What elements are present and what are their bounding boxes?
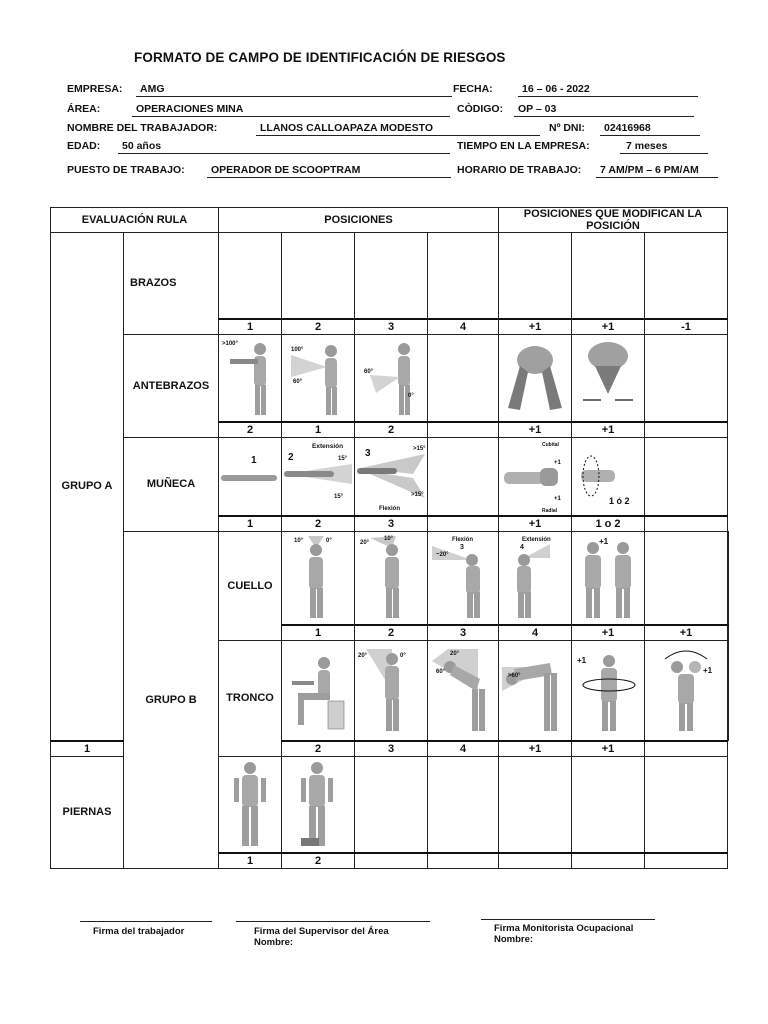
neck-posture-4-figure	[500, 534, 570, 622]
score-cell: 1 o 2	[572, 516, 645, 532]
angle-label: +1	[703, 666, 713, 676]
area-value: OPERACIONES MINA	[132, 103, 450, 117]
cuello-figure-1	[282, 531, 355, 625]
score-cell: 1	[51, 741, 124, 757]
neck-number: 4	[520, 543, 524, 551]
puesto-value: OPERADOR DE SCOOPTRAM	[207, 164, 451, 178]
piernas-figure-empty	[645, 756, 728, 853]
score-cell: 2	[219, 422, 282, 438]
header-posiciones: POSICIONES	[219, 208, 499, 233]
angle-label: 100°	[291, 346, 304, 353]
antebrazos-figure-2	[282, 334, 355, 422]
angle-label: >60°	[508, 673, 521, 680]
neck-number: 3	[460, 543, 464, 551]
score-cell: 4	[428, 319, 499, 335]
trunk-side-bend-figure	[651, 645, 721, 735]
angle-label: 10°	[294, 537, 304, 544]
angle-label: ~20°	[436, 551, 449, 558]
header-modifican: POSICIONES QUE MODIFICAN LA POSICIÓN	[499, 208, 728, 233]
angle-label: >100°	[222, 340, 238, 347]
muneca-figure-2	[282, 438, 355, 516]
wrist-extension-label: Extensión	[312, 443, 344, 451]
codigo-label: CÒDIGO:	[457, 103, 504, 115]
piernas-figure-1	[219, 756, 282, 853]
neck-twist-figure	[573, 534, 643, 622]
neck-posture-3-figure	[428, 534, 498, 622]
wrist-flexion-label: Flexión	[379, 506, 401, 513]
score-cell: 2	[355, 422, 428, 438]
angle-label: 60°	[364, 368, 374, 375]
piernas-figure-empty	[572, 756, 645, 853]
score-cell	[728, 625, 729, 641]
score-cell	[645, 741, 728, 757]
score-cell	[645, 853, 728, 869]
score-cell: 4	[428, 741, 499, 757]
brazos-figure-cell	[499, 233, 572, 319]
wrist-radial-label: Radial	[542, 508, 558, 515]
area-label: ÁREA:	[67, 103, 101, 115]
empresa-label: EMPRESA:	[67, 83, 123, 95]
muneca-figure-3	[355, 438, 428, 516]
empresa-value: AMG	[136, 83, 452, 97]
angle-label: 20°	[450, 651, 460, 658]
piernas-figure-2	[282, 756, 355, 853]
forearm-posture-3-figure	[356, 337, 426, 419]
wrist-score-label: 1 ó 2	[609, 496, 630, 507]
wrist-15-figure	[282, 438, 354, 514]
tiempo-label: TIEMPO EN LA EMPRESA:	[457, 140, 590, 152]
wrist-twist-figure	[575, 438, 641, 514]
fecha-value: 16 – 06 - 2022	[518, 83, 698, 97]
tronco-figure-1	[282, 641, 355, 741]
tronco-modifier-2	[645, 641, 728, 741]
angle-label: +1	[554, 460, 561, 467]
score-cell: 2	[282, 741, 355, 757]
legs-balanced-figure	[220, 758, 280, 850]
trunk-twist-figure	[573, 645, 643, 735]
score-cell	[645, 516, 728, 532]
segment-antebrazos: ANTEBRAZOS	[124, 334, 219, 438]
segment-brazos: BRAZOS	[124, 233, 219, 335]
trunk-posture-4-figure	[500, 645, 570, 735]
score-cell: 3	[355, 319, 428, 335]
tronco-modifier-1	[572, 641, 645, 741]
score-cell: 2	[282, 516, 355, 532]
score-cell: 1	[282, 422, 355, 438]
score-cell	[428, 422, 499, 438]
score-cell: 1	[219, 516, 282, 532]
forearm-posture-2-figure	[283, 337, 353, 419]
cuello-modifier-1	[572, 531, 645, 625]
angle-label: 0°	[400, 653, 406, 660]
neck-posture-1-figure	[288, 534, 348, 622]
score-cell: +1	[499, 319, 572, 335]
signature-trabajador-label: Firma del trabajador	[93, 926, 185, 937]
score-cell: 1	[219, 319, 282, 335]
forearm-outward-figure	[575, 338, 641, 418]
tronco-figure-2	[355, 641, 428, 741]
score-cell: 2	[355, 625, 428, 641]
angle-label: +1	[577, 656, 587, 666]
brazos-figure-cell	[572, 233, 645, 319]
neck-posture-2-figure	[356, 534, 426, 622]
score-cell: +1	[572, 422, 645, 438]
neck-flexion-label: Flexión	[452, 536, 474, 543]
antebrazos-modifier-2	[572, 334, 645, 422]
score-cell	[499, 853, 572, 869]
trunk-posture-3-figure	[428, 645, 498, 735]
piernas-figure-empty	[428, 756, 499, 853]
muneca-modifier-2	[572, 438, 645, 516]
score-cell: 4	[499, 625, 572, 641]
score-cell: +1	[645, 625, 728, 641]
forearm-cross-midline-figure	[502, 338, 568, 418]
angle-label: 20°	[358, 653, 368, 660]
page-title: FORMATO DE CAMPO DE IDENTIFICACIÓN DE RIESGOS	[134, 50, 506, 65]
angle-label: +1	[599, 536, 609, 546]
puesto-label: PUESTO DE TRABAJO:	[67, 164, 185, 176]
angle-label: 20°	[360, 539, 370, 546]
muneca-figure-1	[219, 438, 282, 516]
edad-label: EDAD:	[67, 140, 101, 152]
score-cell: +1	[572, 319, 645, 335]
segment-tronco: TRONCO	[219, 641, 282, 757]
codigo-value: OP – 03	[514, 103, 694, 117]
trunk-posture-2-figure	[356, 645, 426, 735]
wrist-number: 1	[251, 455, 257, 467]
angle-label: >15°	[411, 492, 424, 499]
dni-value: 02416968	[600, 122, 700, 136]
muneca-figure-empty	[428, 438, 499, 516]
legs-unbalanced-figure	[283, 758, 353, 850]
angle-label: 60°	[436, 669, 446, 676]
forearm-posture-1-figure	[220, 337, 280, 419]
score-cell	[572, 853, 645, 869]
piernas-figure-empty	[355, 756, 428, 853]
cuello-figure-3	[428, 531, 499, 625]
segment-muneca: MUÑECA	[124, 438, 219, 532]
score-cell	[645, 422, 728, 438]
angle-label: 15°	[334, 494, 344, 501]
angle-label: 0°	[408, 392, 414, 399]
nombre-label: NOMBRE DEL TRABAJADOR:	[67, 122, 218, 134]
score-cell: +1	[572, 741, 645, 757]
signature-line-trabajador	[80, 921, 212, 922]
score-cell: +1	[499, 741, 572, 757]
group-b-label: GRUPO B	[124, 531, 219, 869]
dni-label: Nº DNI:	[549, 122, 585, 134]
antebrazos-modifier-1	[499, 334, 572, 422]
trunk-seated-figure	[288, 645, 348, 735]
antebrazos-figure-empty	[428, 334, 499, 422]
score-cell: 2	[282, 853, 355, 869]
signature-monitorista-name-label: Nombre:	[494, 934, 534, 945]
tronco-figure-4	[499, 641, 572, 741]
wrist-neutral-figure	[219, 441, 281, 511]
brazos-figure-cell	[355, 233, 428, 319]
score-cell: 1	[282, 625, 355, 641]
cuello-figure-empty	[645, 531, 728, 625]
score-cell: 3	[428, 625, 499, 641]
nombre-value: LLANOS CALLOAPAZA MODESTO	[256, 122, 540, 136]
brazos-figure-cell	[219, 233, 282, 319]
muneca-figure-empty	[645, 438, 728, 516]
tiempo-value: 7 meses	[620, 140, 708, 154]
angle-label: 60°	[293, 378, 303, 385]
score-cell: +1	[572, 625, 645, 641]
edad-value: 50 años	[118, 140, 450, 154]
signature-line-monitorista	[481, 919, 655, 920]
horario-label: HORARIO DE TRABAJO:	[457, 164, 582, 176]
score-cell	[428, 516, 499, 532]
wrist-cubital-label: Cubital	[542, 442, 559, 449]
score-cell: 3	[355, 741, 428, 757]
score-cell: +1	[499, 422, 572, 438]
wrist-number: 3	[365, 448, 371, 460]
wrist-number: 2	[288, 452, 294, 464]
score-cell: -1	[645, 319, 728, 335]
muneca-modifier-1	[499, 438, 572, 516]
signature-monitorista-label: Firma Monitorista Ocupacional	[494, 923, 634, 934]
wrist-deviation-figure	[502, 438, 568, 514]
header-evaluacion: EVALUACIÓN RULA	[51, 208, 219, 233]
antebrazos-figure-1	[219, 334, 282, 422]
piernas-figure-empty	[499, 756, 572, 853]
angle-label: 0°	[326, 537, 332, 544]
rula-table	[50, 207, 729, 869]
brazos-figure-cell	[645, 233, 728, 319]
signature-line-supervisor	[236, 921, 430, 922]
wrist-gt15-figure	[355, 438, 427, 514]
score-cell: 2	[282, 319, 355, 335]
segment-piernas: PIERNAS	[51, 756, 124, 869]
horario-value: 7 AM/PM – 6 PM/AM	[596, 164, 718, 178]
neck-extension-label: Extensión	[522, 536, 551, 543]
angle-label: >15°	[413, 446, 426, 453]
antebrazos-figure-empty	[645, 334, 728, 422]
antebrazos-figure-3	[355, 334, 428, 422]
angle-label: 10°	[384, 535, 394, 542]
signature-supervisor-name-label: Nombre:	[254, 937, 294, 948]
score-cell	[428, 853, 499, 869]
cuello-figure-4	[499, 531, 572, 625]
score-cell	[355, 853, 428, 869]
score-cell: 3	[355, 516, 428, 532]
cuello-figure-2	[355, 531, 428, 625]
tronco-figure-3	[428, 641, 499, 741]
group-a-label: GRUPO A	[51, 233, 124, 741]
score-cell: 1	[219, 853, 282, 869]
brazos-figure-cell	[428, 233, 499, 319]
tronco-figure-empty	[728, 641, 729, 741]
angle-label: +1	[554, 496, 561, 503]
segment-cuello: CUELLO	[219, 531, 282, 641]
angle-label: 15°	[338, 456, 348, 463]
signature-supervisor-label: Firma del Supervisor del Área	[254, 926, 389, 937]
fecha-label: FECHA:	[453, 83, 493, 95]
score-cell: +1	[499, 516, 572, 532]
brazos-figure-cell	[282, 233, 355, 319]
cuello-figure-empty	[728, 531, 729, 625]
